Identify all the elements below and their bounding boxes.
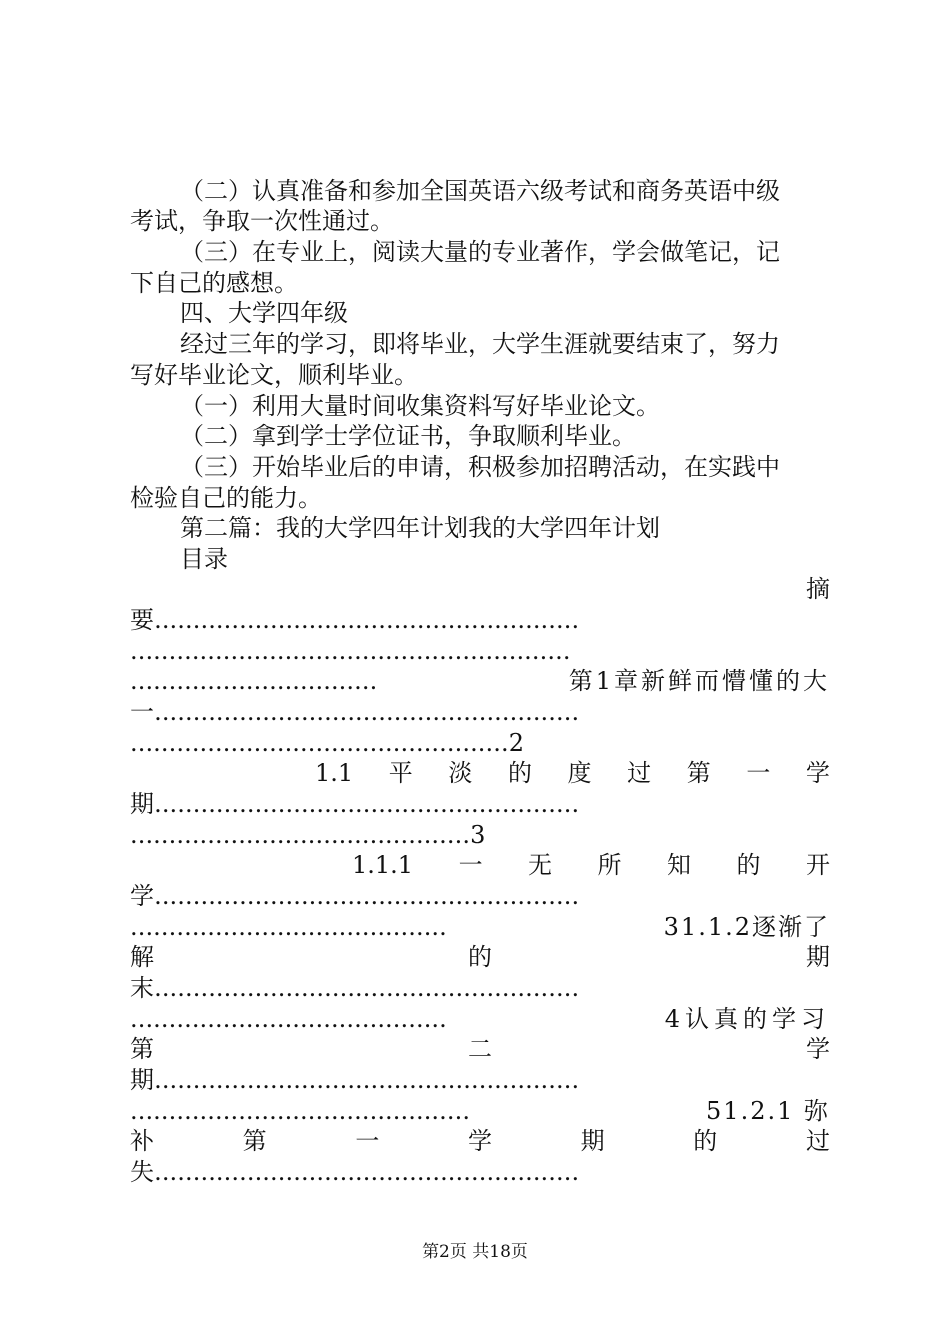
toc-char: 过 — [805, 1127, 830, 1155]
paragraph-line: （三）在专业上，阅读大量的专业著作，学会做笔记，记 — [180, 238, 780, 266]
toc-line: 摘 — [806, 575, 830, 603]
toc-char: 无 — [528, 851, 553, 879]
toc-char: 知 — [667, 851, 692, 879]
toc-char: 学 — [805, 759, 830, 787]
toc-line: 失....................................................... — [130, 1158, 580, 1186]
toc-char: 开 — [805, 851, 830, 879]
toc-line: 期....................................................... — [130, 1066, 580, 1094]
toc-line — [130, 1034, 830, 1064]
toc-line: .................................................2 — [130, 729, 525, 757]
paragraph-line: 下自己的感想。 — [130, 269, 298, 297]
paragraph-line: 写好毕业论文，顺利毕业。 — [130, 361, 418, 389]
toc-entry[interactable]: 31.1.2逐渐了 — [663, 913, 830, 941]
toc-line — [130, 666, 830, 696]
toc-line — [130, 1126, 830, 1156]
toc-line: 学....................................................... — [130, 882, 580, 910]
toc-char: 学 — [467, 1127, 492, 1155]
toc-char: 1.1.1 — [352, 851, 414, 879]
paragraph-line: 检验自己的能力。 — [130, 484, 322, 512]
page-number-footer: 第2页 共18页 — [422, 1242, 528, 1262]
toc-char: 期 — [580, 1127, 605, 1155]
toc-leader: ............................................ — [130, 1097, 471, 1125]
toc-char: 二 — [468, 1035, 492, 1063]
toc-char: 的 — [507, 759, 532, 787]
toc-char: 学 — [806, 1035, 830, 1063]
paragraph-line: （二）认真准备和参加全国英语六级考试和商务英语中级 — [180, 177, 780, 205]
paragraph-line: （三）开始毕业后的申请，积极参加招聘活动，在实践中 — [180, 453, 780, 481]
toc-char: 解 — [130, 943, 154, 971]
toc-leader: ......................................... — [130, 913, 447, 941]
toc-char: 淡 — [448, 759, 473, 787]
toc-heading: 目录 — [180, 545, 228, 573]
toc-line: 末....................................................... — [130, 974, 580, 1002]
toc-entry[interactable]: 第1章新鲜而懵懂的大 — [568, 667, 830, 695]
toc-entry[interactable]: 51.2.1 弥 — [706, 1097, 830, 1125]
toc-char: 过 — [627, 759, 652, 787]
toc-char: 的 — [736, 851, 761, 879]
toc-char: 第 — [130, 1035, 154, 1063]
paragraph-line: 考试，争取一次性通过。 — [130, 207, 394, 235]
toc-char: 补 — [130, 1127, 154, 1155]
toc-char: 所 — [597, 851, 622, 879]
toc-line: ............................................3 — [130, 821, 486, 849]
paragraph-line: （一）利用大量时间收集资料写好毕业论文。 — [180, 392, 660, 420]
toc-line: 一....................................................... — [130, 698, 580, 726]
toc-char: 的 — [693, 1127, 718, 1155]
toc-leader: ......................................... — [130, 1005, 447, 1033]
toc-line — [130, 1096, 830, 1126]
toc-char: 一 — [458, 851, 483, 879]
toc-char: 期 — [806, 943, 830, 971]
paragraph-line: 经过三年的学习，即将毕业，大学生涯就要结束了，努力 — [180, 330, 780, 358]
toc-line: 要....................................................... — [130, 606, 580, 634]
toc-char: 度 — [567, 759, 592, 787]
toc-char: 一 — [355, 1127, 380, 1155]
toc-line — [130, 942, 830, 972]
toc-char: 平 — [388, 759, 413, 787]
toc-leader: ................................ — [130, 667, 378, 695]
toc-line — [315, 758, 830, 788]
toc-char: 一 — [746, 759, 771, 787]
toc-line — [130, 1004, 830, 1034]
toc-char: 1.1 — [315, 759, 354, 787]
toc-char: 第 — [242, 1127, 267, 1155]
toc-line: 期....................................................... — [130, 790, 580, 818]
toc-char: 第 — [686, 759, 711, 787]
toc-char: 的 — [468, 943, 492, 971]
article-title: 第二篇：我的大学四年计划我的大学四年计划 — [180, 514, 660, 542]
paragraph-line: （二）拿到学士学位证书，争取顺利毕业。 — [180, 422, 636, 450]
toc-line: ......................................................... — [130, 637, 571, 665]
section-heading: 四、大学四年级 — [180, 299, 348, 327]
toc-entry[interactable]: 4认真的学习 — [664, 1005, 830, 1033]
toc-line — [352, 850, 830, 880]
toc-line — [130, 912, 830, 942]
